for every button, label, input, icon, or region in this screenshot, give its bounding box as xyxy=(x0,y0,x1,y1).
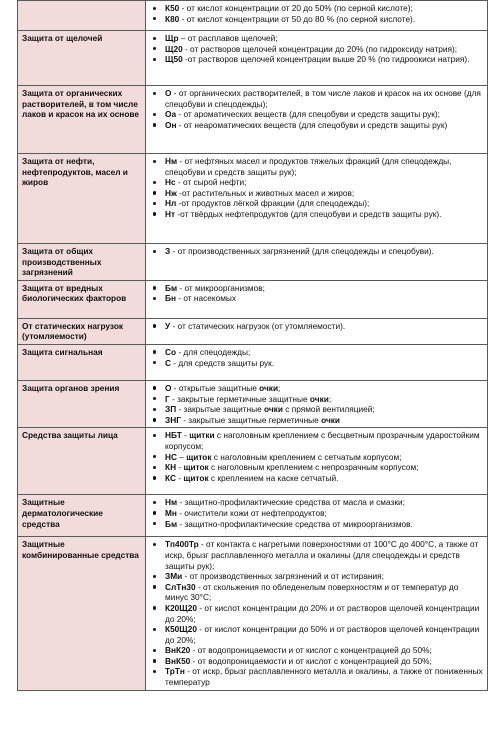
table-row xyxy=(18,428,488,495)
table-row xyxy=(18,154,488,244)
code-label: Он xyxy=(165,119,177,130)
list-item xyxy=(150,497,483,508)
list-item xyxy=(150,88,483,109)
list-item xyxy=(150,14,483,25)
protection-table xyxy=(17,0,488,691)
code-description: - закрытые защитные xyxy=(176,404,264,415)
list-item xyxy=(150,473,483,484)
code-description: - от сырой нефти; xyxy=(175,177,247,188)
code-description: - от неароматических веществ (для спецобуви и средств защиты рук) xyxy=(176,119,448,130)
keyword: очки xyxy=(309,393,329,404)
codes-cell xyxy=(146,537,488,690)
code-label: У xyxy=(165,320,171,331)
list-item xyxy=(150,321,483,332)
code-label: Оа xyxy=(165,109,177,120)
code-label: Мн xyxy=(165,507,177,518)
code-description: -от продуктов лёгкой фракции (для спецодежды); xyxy=(176,198,370,209)
code-label: ТрТн xyxy=(165,666,185,677)
codes-cell xyxy=(146,428,488,495)
code-description: - от органических растворителей, в том числе лаков и красок на их основе (для спецобуви и спецодежды); xyxy=(165,88,481,109)
codes-cell xyxy=(146,280,488,318)
list-item xyxy=(150,120,483,131)
code-label: О xyxy=(165,382,172,393)
list-item xyxy=(150,508,483,519)
list-item xyxy=(150,462,483,473)
table-row xyxy=(18,344,488,380)
category-cell: Защита от щелочей xyxy=(18,31,146,86)
code-description: - xyxy=(176,462,184,473)
code-label: Щ50 xyxy=(165,54,183,65)
code-label: Бн xyxy=(165,293,176,304)
table-row xyxy=(18,31,488,86)
code-description: - открытые защитные xyxy=(171,382,260,393)
table-row xyxy=(18,1,488,31)
list-item xyxy=(150,293,483,304)
code-label: ЗНГ xyxy=(165,414,181,425)
list-item xyxy=(150,109,483,120)
category-cell: Защита органов зрения xyxy=(18,380,146,427)
code-description-tail: ; xyxy=(328,393,332,404)
code-label: ВнК20 xyxy=(165,645,191,656)
table-row xyxy=(18,380,488,427)
list-item xyxy=(150,198,483,209)
code-label: ЗП xyxy=(165,404,177,415)
code-description: - от кислот концентрации до 20% и от растворов щелочей концентрации до 20%; xyxy=(165,602,480,624)
list-item xyxy=(150,666,483,687)
code-label: Нм xyxy=(165,156,178,166)
code-list xyxy=(150,33,483,65)
table-row xyxy=(18,537,488,690)
codes-cell xyxy=(146,154,488,244)
code-description: -от растительных и животных масел и жиров; xyxy=(176,187,355,198)
code-list xyxy=(150,156,483,220)
code-description: - xyxy=(181,430,190,441)
code-label: Нт xyxy=(165,208,176,219)
list-item xyxy=(150,571,483,582)
list-item xyxy=(150,3,483,14)
table-row xyxy=(18,280,488,318)
code-label: О xyxy=(165,88,172,98)
code-list xyxy=(150,283,483,304)
code-description-tail: с креплением на каске сетчатый. xyxy=(208,472,339,483)
list-item xyxy=(150,430,483,451)
codes-cell xyxy=(146,344,488,380)
category-cell: Средства защиты лица xyxy=(18,428,146,495)
codes-cell xyxy=(146,1,488,31)
code-description: - от нефтяных масел и продуктов тяжелых фракций (для спецодежды, спецобуви и средств защиты рук); xyxy=(165,156,452,177)
code-list xyxy=(150,347,483,368)
code-list xyxy=(150,321,483,332)
code-label: К20Щ20 xyxy=(165,602,197,613)
code-description: - от водопроницаемости и от кислот с концентрацией до 50%; xyxy=(190,645,432,656)
category-cell: От статических нагрузок (утомляемости) xyxy=(18,318,146,344)
code-label: К80 xyxy=(165,13,180,24)
list-item xyxy=(150,404,483,415)
code-description: - от скольжения по обледенелым поверхностям и от температур до минус 30°С; xyxy=(165,581,459,603)
code-description: - защитно-профилактические средства от масла и смазки; xyxy=(177,497,405,508)
list-item xyxy=(150,415,483,426)
code-label: Бм xyxy=(165,518,178,529)
code-description: -от твёрдых нефтепродуктов (для спецобуви и средств защиты рук). xyxy=(175,208,442,219)
code-list xyxy=(150,539,483,687)
code-description: – от расплавов щелочей; xyxy=(178,33,278,43)
code-description: - очистители кожи от нефтепродуктов; xyxy=(176,507,327,518)
code-label: Нж xyxy=(165,187,177,198)
code-description: - от контакта с нагретыми поверхностями от 100°С до 400°С, а также от искр, брызг расплавленного металла и окалины (для спецодежды и средств защиты рук); xyxy=(165,539,479,571)
code-description-tail: ; xyxy=(278,382,281,393)
code-label: КС xyxy=(165,472,176,483)
table-row xyxy=(18,495,488,537)
code-description-tail: с наголовным креплением с непрозрачным корпусом; xyxy=(208,462,419,473)
code-list xyxy=(150,497,483,529)
keyword: очки xyxy=(259,382,279,393)
code-label: Щ20 xyxy=(165,43,183,54)
code-description: - закрытые герметичные защитные xyxy=(169,393,310,404)
category-cell: Защита сигнальная xyxy=(18,344,146,380)
keyword: очки xyxy=(321,414,341,425)
code-label: К50 xyxy=(165,3,180,13)
category-cell xyxy=(18,1,146,31)
list-item xyxy=(150,347,483,358)
code-label: ЗМи xyxy=(165,571,183,582)
table-row xyxy=(18,86,488,154)
keyword: щитки xyxy=(189,430,215,441)
category-cell: Защитные дерматологические средства xyxy=(18,495,146,537)
code-description: - от кислот концентрации от 50 до 80 % (по серной кислоте). xyxy=(179,13,416,24)
list-item xyxy=(150,582,483,603)
code-description: - для спецодежды; xyxy=(176,346,251,357)
keyword: очки xyxy=(264,404,283,415)
code-description: - от микроорганизмов; xyxy=(177,282,265,293)
table-row xyxy=(18,244,488,281)
code-label: НС xyxy=(165,451,177,462)
list-item xyxy=(150,188,483,199)
code-list xyxy=(150,383,483,425)
code-label: СлТн30 xyxy=(165,581,196,592)
codes-cell xyxy=(146,380,488,427)
list-item xyxy=(150,624,483,645)
category-cell: Защита от общих производственных загрязнений xyxy=(18,244,146,281)
codes-cell xyxy=(146,31,488,86)
keyword: щиток xyxy=(183,472,209,483)
list-item xyxy=(150,452,483,463)
code-label: Щр xyxy=(165,33,179,43)
list-item xyxy=(150,246,483,257)
list-item xyxy=(150,177,483,188)
code-description-tail: с наголовным креплением с сетчатым корпусом; xyxy=(211,451,402,462)
code-description: - от производственных загрязнений и от истирания; xyxy=(182,571,384,582)
codes-cell xyxy=(146,244,488,281)
code-description: - от статических нагрузок (от утомляемости). xyxy=(170,320,346,331)
code-label: З xyxy=(165,246,171,256)
code-description: - от кислот концентрации до 50% и от растворов щелочей концентрации до 20%; xyxy=(165,624,480,645)
code-description: - от растворов щелочей концентрации до 20% (по гидроксиду натрия); xyxy=(182,43,458,54)
code-description-tail: с наголовным креплением с бесцветным прозрачным ударостойким корпусом; xyxy=(165,430,480,451)
code-label: Тп400Тр xyxy=(165,539,199,550)
codes-cell xyxy=(146,318,488,344)
category-cell: Защита от вредных биологических факторов xyxy=(18,280,146,318)
keyword: щиток xyxy=(186,451,212,462)
code-label: НБТ xyxy=(165,430,182,441)
code-description: - от водопроницаемости и от кислот с концентрацией до 50%; xyxy=(190,655,432,666)
table-body xyxy=(18,1,488,691)
code-list xyxy=(150,3,483,24)
code-description: - защитно-профилактические средства от микроорганизмов. xyxy=(177,518,413,529)
codes-cell xyxy=(146,86,488,154)
codes-cell xyxy=(146,495,488,537)
list-item xyxy=(150,156,483,177)
list-item xyxy=(150,645,483,656)
category-cell: Защитные комбинированные средства xyxy=(18,537,146,690)
code-description: - от ароматических веществ (для спецобуви и средств защиты рук); xyxy=(176,109,440,120)
code-description: – xyxy=(176,451,187,462)
code-label: Бм xyxy=(165,282,178,293)
code-list xyxy=(150,88,483,130)
code-label: Г xyxy=(165,393,170,404)
category-cell: Защита от органических растворителей, в том числе лаков и красок на их основе xyxy=(18,86,146,154)
category-cell: Защита от нефти, нефтепродуктов, масел и жиров xyxy=(18,154,146,244)
list-item xyxy=(150,44,483,55)
list-item xyxy=(150,656,483,667)
list-item xyxy=(150,33,483,44)
code-label: К50Щ20 xyxy=(165,624,197,635)
list-item xyxy=(150,283,483,294)
code-description-tail: с прямой вентиляцией; xyxy=(282,404,375,415)
code-description: - от искр, брызг расплавленного металла и окалины, а также от пониженных температур xyxy=(165,666,483,688)
code-description: -от растворов щелочей концентрации выше 20 % (по гидроокиси натрия). xyxy=(182,54,470,65)
code-label: КН xyxy=(165,462,177,473)
code-description: - xyxy=(175,472,184,483)
keyword: щиток xyxy=(183,462,209,473)
list-item xyxy=(150,603,483,624)
code-description: - от производственных загрязнений (для спецодежды и спецобуви). xyxy=(170,246,434,256)
code-label: Нм xyxy=(165,497,178,508)
code-label: С xyxy=(165,357,171,368)
list-item xyxy=(150,519,483,530)
code-description: - закрытые защитные герметичные xyxy=(180,414,322,425)
code-description: - от насекомых xyxy=(175,293,237,304)
table-row xyxy=(18,318,488,344)
code-description: - для средств защиты рук. xyxy=(171,357,275,368)
list-item xyxy=(150,209,483,220)
code-list xyxy=(150,246,483,257)
code-description: - от кислот концентрации от 20 до 50% (по серной кислоте); xyxy=(179,3,413,13)
list-item xyxy=(150,394,483,405)
list-item xyxy=(150,383,483,394)
code-label: Нс xyxy=(165,177,176,188)
list-item xyxy=(150,539,483,571)
list-item xyxy=(150,358,483,369)
code-label: Со xyxy=(165,346,177,357)
code-label: ВнК50 xyxy=(165,655,191,666)
code-list xyxy=(150,430,483,483)
list-item xyxy=(150,54,483,65)
code-label: Нл xyxy=(165,198,177,209)
